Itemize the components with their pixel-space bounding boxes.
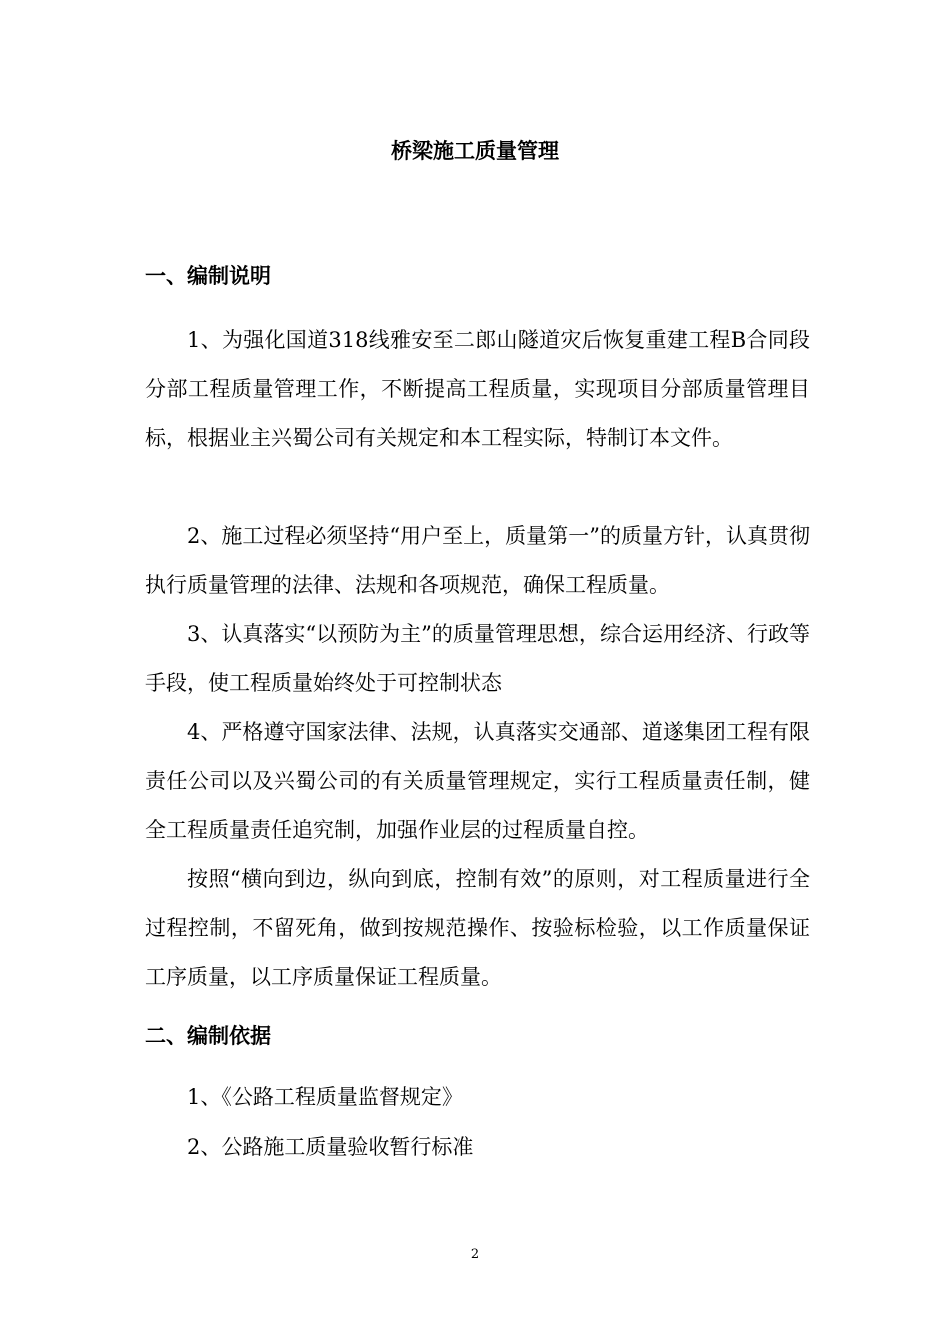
- paragraph-4: 4、严格遵守国家法律、法规，认真落实交通部、道遂集团工程有限责任公司以及兴蜀公司的有关质量管理规定，实行工程质量责任制，健全工程质量责任追究制，加强作业层的过程质量自控。: [145, 720, 810, 842]
- paragraph-3: 3、认真落实“以预防为主”的质量管理思想，综合运用经济、行政等手段，使工程质量始终处于可控制状态: [145, 622, 810, 695]
- paragraph-2: 2、施工过程必须坚持“用户至上，质量第一”的质量方针，认真贯彻执行质量管理的法律、法规和各项规范，确保工程质量。: [145, 524, 810, 597]
- page-title: 桥梁施工质量管理: [391, 139, 559, 163]
- basis-item-1: 1、《公路工程质量监督规定》: [187, 1085, 463, 1109]
- basis-item-2: 2、公路施工质量验收暂行标准: [187, 1135, 474, 1159]
- page-number: 2: [470, 1247, 480, 1262]
- section-heading-compilation-basis: 二、编制依据: [145, 1024, 271, 1048]
- paragraph-5: 按照“横向到边，纵向到底，控制有效”的原则，对工程质量进行全过程控制，不留死角，做到按规范操作、按验标检验，以工作质量保证工序质量，以工序质量保证工程质量。: [145, 867, 810, 989]
- paragraph-1: 1、为强化国道318线雅安至二郎山隧道灾后恢复重建工程B合同段分部工程质量管理工作，不断提高工程质量，实现项目分部质量管理目标，根据业主兴蜀公司有关规定和本工程实际，特制订本文件。: [145, 328, 810, 450]
- section-heading-compilation-notes: 一、编制说明: [145, 264, 271, 288]
